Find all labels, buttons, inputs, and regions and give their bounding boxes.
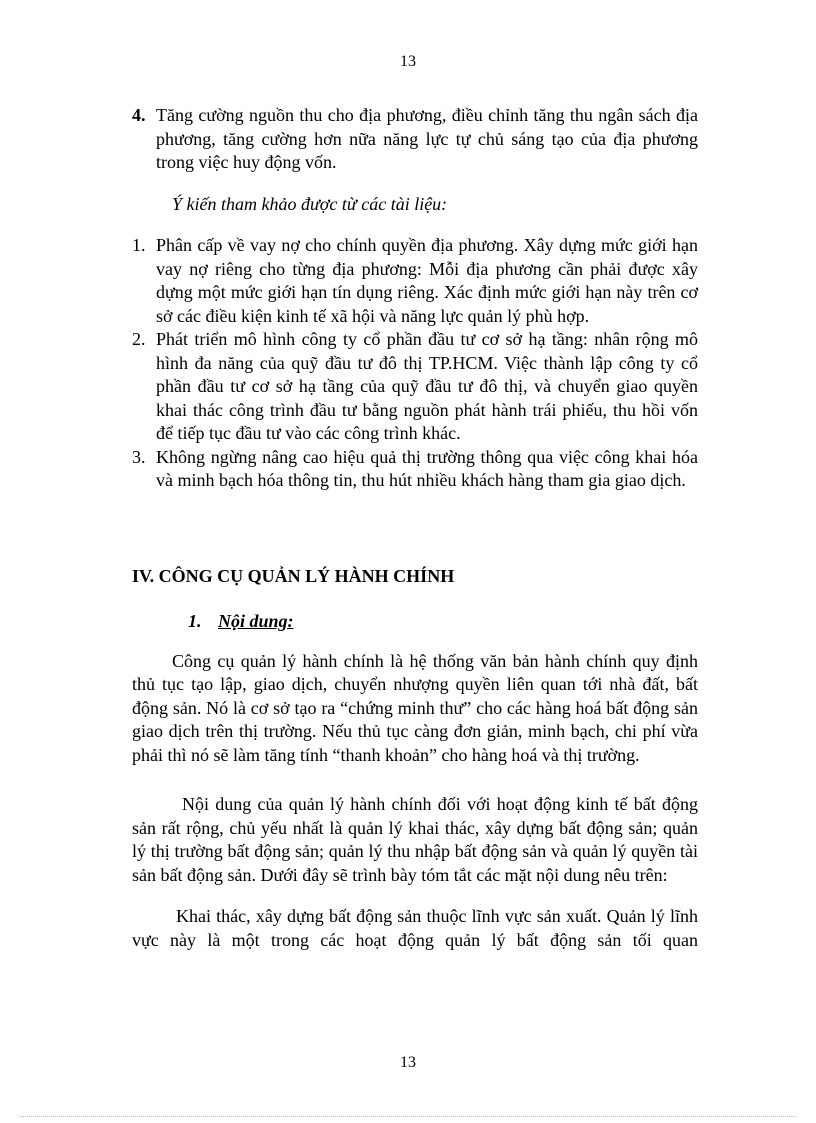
list-item-number: 1. (132, 235, 146, 255)
page-number-bottom: 13 (400, 1054, 416, 1071)
paragraph: Công cụ quản lý hành chính là hệ thống văn bản hành chính quy định thủ tục tạo lập, giao dịch, chuyển nhượng quyền liên quan tới nhà đất, bất động sản. Nó là cơ sở tạo ra “chứng minh thư” cho các hàng hoá bất động sản giao dịch trên thị trường. Nếu thủ tục càng đơn giản, minh bạch, chi phí vừa phải thì nó sẽ làm tăng tính “thanh khoản” cho hàng hoá và thị trường. (132, 650, 698, 765)
list-item (132, 446, 698, 493)
page-bottom-divider (20, 1116, 796, 1117)
page-number-top: 13 (400, 53, 416, 70)
page-content (132, 104, 698, 970)
list-item-text: Phát triển mô hình công ty cổ phần đầu tư cơ sở hạ tầng: nhân rộng mô hình đa năng của quỹ đầu tư đô thị TP.HCM. Việc thành lập công ty cổ phần đầu tư cơ sở hạ tầng của quỹ đầu tư đô thị, và chuyển giao quyền khai thác công trình đầu tư bằng nguồn phát hành trái phiếu, thu hồi vốn để tiếp tục đầu tư vào các công trình khác. (156, 329, 698, 443)
point-4-number: 4. (132, 105, 146, 125)
paragraph: Nội dung của quản lý hành chính đối với hoạt động kinh tế bất động sản rất rộng, chủ yếu nhất là quản lý khai thác, xây dựng bất động sản; quản lý thị trường bất động sản; quản lý thu nhập bất động sản và quản lý quyền tài sản bất động sản. Dưới đây sẽ trình bày tóm tắt các mặt nội dung nêu trên: (132, 794, 698, 885)
list-item-text: Không ngừng nâng cao hiệu quả thị trường thông qua việc công khai hóa và minh bạch hóa thông tin, thu hút nhiều khách hàng tham gia giao dịch. (156, 446, 698, 490)
point-4 (132, 104, 698, 175)
subsection-title: Nội dung: (218, 611, 294, 631)
point-4-text: Tăng cường nguồn thu cho địa phương, điều chỉnh tăng thu ngân sách địa phương, tăng cường hơn nữa năng lực tự chủ sáng tạo của địa phương trong việc huy động vốn. (156, 105, 698, 172)
list-item-number: 2. (132, 329, 146, 349)
list-item-text: Phân cấp về vay nợ cho chính quyền địa phương. Xây dựng mức giới hạn vay nợ riêng cho từng địa phương: Mỗi địa phương cần phải được xây dựng một mức giới hạn tín dụng riêng. Xác định mức giới hạn này trên cơ sở các điều kiện kinh tế xã hội và năng lực quản lý phù hợp. (156, 235, 698, 326)
section-heading: IV. CÔNG CỤ QUẢN LÝ HÀNH CHÍNH (132, 565, 455, 586)
subsection-number: 1. (188, 611, 202, 631)
reference-list (132, 234, 698, 493)
list-item-number: 3. (132, 446, 146, 467)
list-item (132, 328, 698, 446)
paragraph: Khai thác, xây dựng bất động sản thuộc lĩnh vực sản xuất. Quản lý lĩnh vực này là một trong các hoạt động quản lý bất động sản tối quan (132, 906, 698, 950)
subsection-heading (188, 610, 698, 634)
reference-note: Ý kiến tham khảo được từ các tài liệu: (172, 193, 448, 214)
list-item (132, 234, 698, 328)
